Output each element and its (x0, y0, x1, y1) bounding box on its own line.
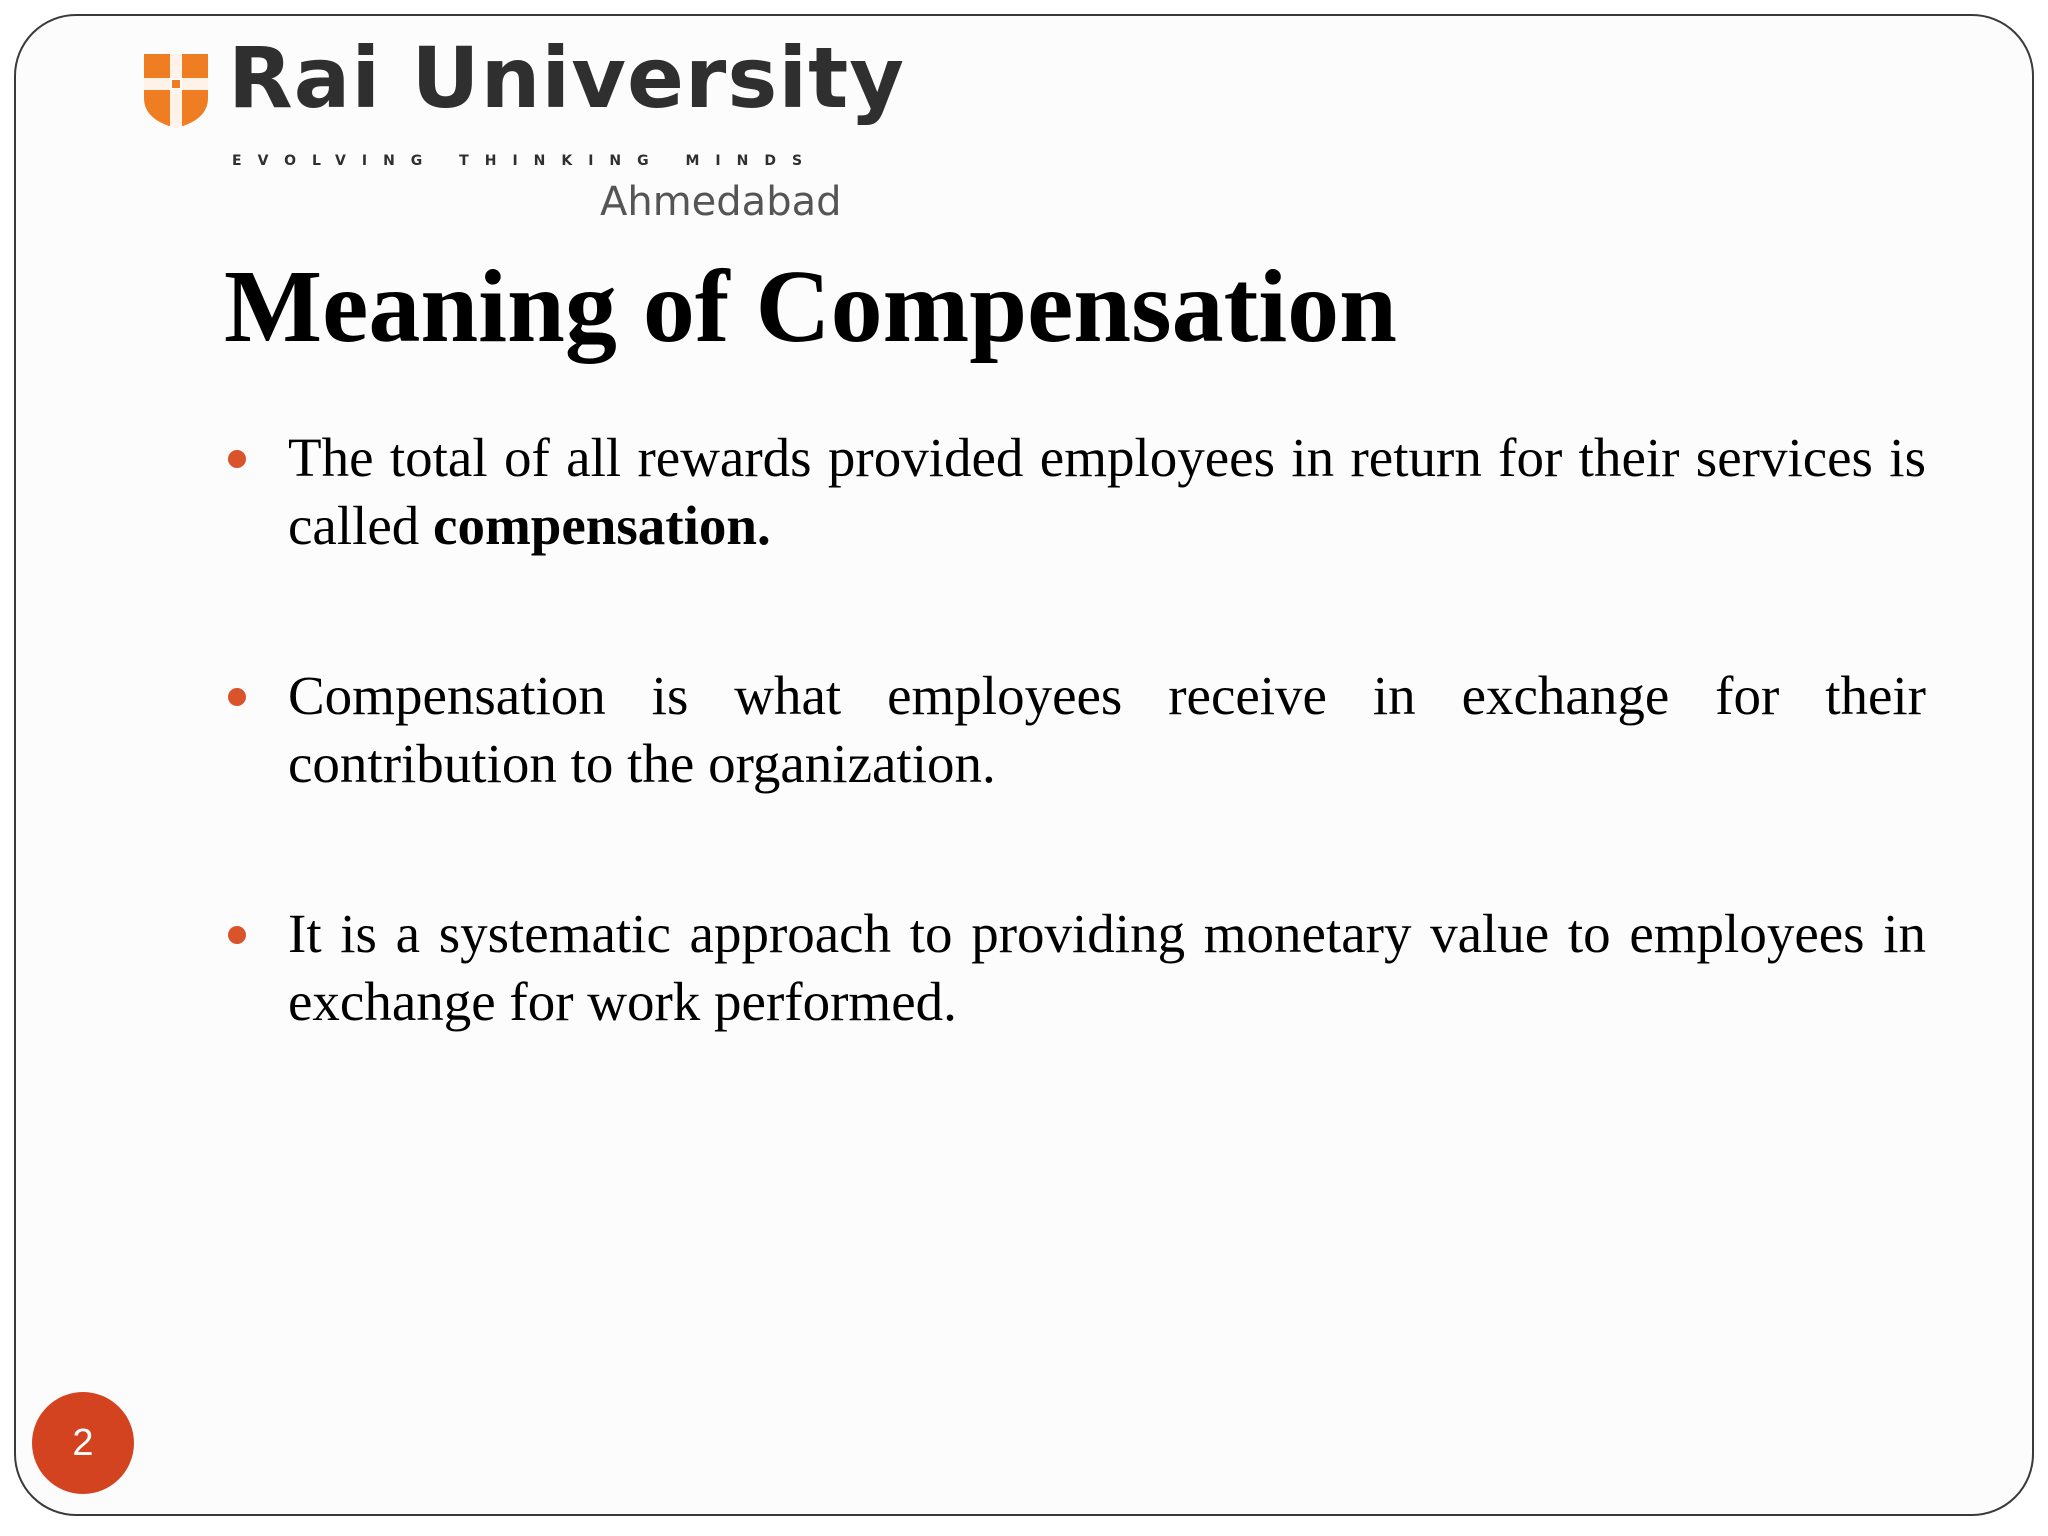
page-number-badge: 2 (32, 1392, 134, 1494)
logo-name: Rai University (228, 29, 906, 127)
bullet-text: The total of all rewards provided employees in return for their services is called (288, 427, 1926, 556)
bullet-list (228, 424, 1926, 1138)
university-logo (140, 29, 906, 225)
bullet-text: Compensation is what employees receive in exchange for their contribution to the organization. (288, 665, 1926, 794)
slide-title: Meaning of Compensation (224, 249, 1397, 364)
bullet-dot-icon (228, 688, 246, 706)
university-crest-icon (140, 50, 212, 130)
bullet-item (228, 900, 1926, 1036)
logo-tagline: EVOLVING THINKING MINDS (232, 153, 819, 169)
bullet-item (228, 424, 1926, 560)
bullet-text: It is a systematic approach to providing monetary value to employees in exchange for work performed. (288, 903, 1926, 1032)
bullet-bold-term: compensation. (433, 495, 771, 556)
bullet-item (228, 662, 1926, 798)
bullet-dot-icon (228, 926, 246, 944)
bullet-dot-icon (228, 450, 246, 468)
logo-campus: Ahmedabad (600, 179, 842, 225)
